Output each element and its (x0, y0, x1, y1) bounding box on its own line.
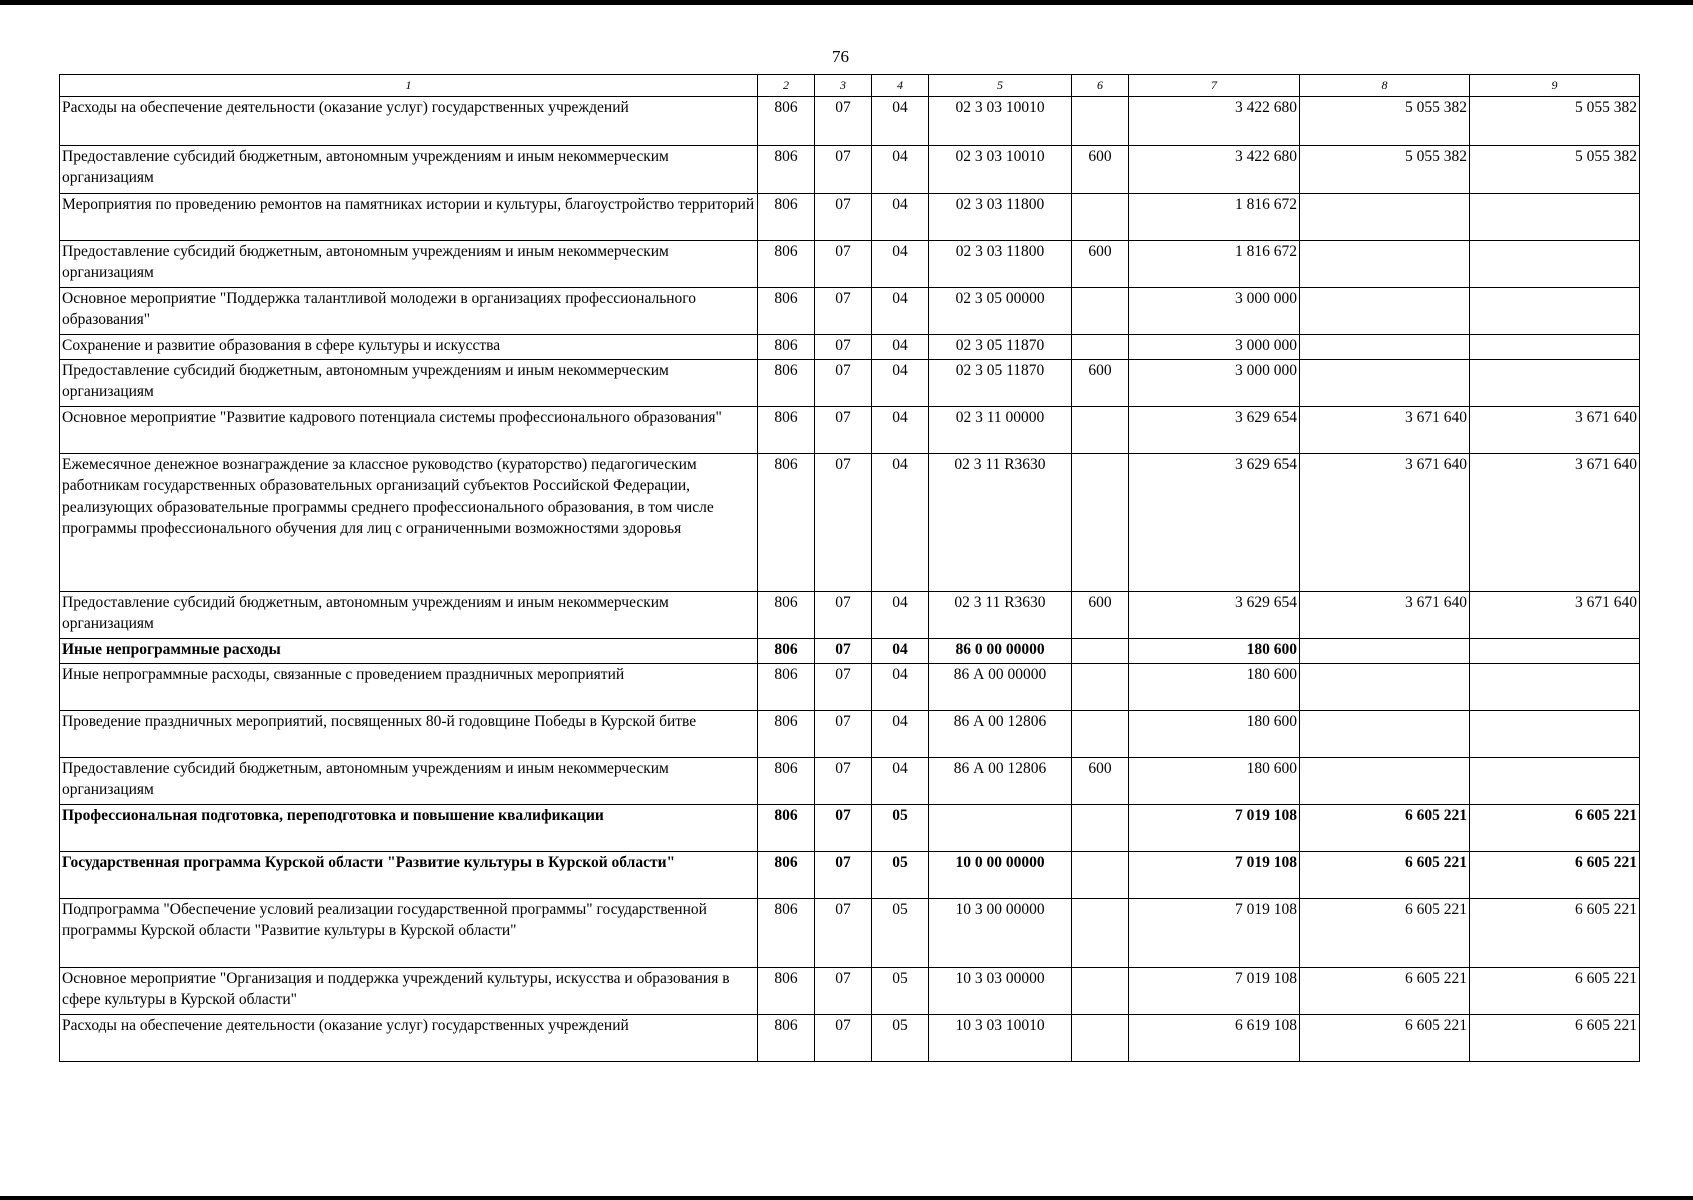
row-col3: 07 (815, 711, 872, 758)
page-number: 76 (832, 47, 849, 66)
row-col9: 3 671 640 (1470, 592, 1640, 639)
row-col6: 600 (1072, 146, 1129, 194)
row-col7: 180 600 (1129, 664, 1300, 711)
row-col3: 07 (815, 1015, 872, 1062)
row-name: Предоставление субсидий бюджетным, автономным учреждениям и иным некоммерческим организациям (60, 592, 758, 639)
row-col4: 04 (872, 335, 929, 360)
row-col6 (1072, 899, 1129, 968)
column-header: 9 (1470, 75, 1640, 97)
row-col7: 180 600 (1129, 711, 1300, 758)
row-col3: 07 (815, 241, 872, 288)
row-col7: 3 422 680 (1129, 146, 1300, 194)
row-col7: 180 600 (1129, 639, 1300, 664)
row-name: Расходы на обеспечение деятельности (оказание услуг) государственных учреждений (60, 1015, 758, 1062)
row-col8: 6 605 221 (1300, 899, 1470, 968)
row-col3: 07 (815, 805, 872, 852)
table-row (60, 194, 1640, 241)
row-name: Расходы на обеспечение деятельности (оказание услуг) государственных учреждений (60, 97, 758, 146)
row-col8: 3 671 640 (1300, 592, 1470, 639)
row-col3: 07 (815, 592, 872, 639)
row-col4: 04 (872, 664, 929, 711)
column-header: 7 (1129, 75, 1300, 97)
row-col4: 04 (872, 454, 929, 592)
row-name: Государственная программа Курской области "Развитие культуры в Курской области" (60, 852, 758, 899)
row-col5: 02 3 03 11800 (929, 241, 1072, 288)
row-col4: 05 (872, 968, 929, 1015)
table-row (60, 288, 1640, 335)
row-col5: 86 А 00 12806 (929, 711, 1072, 758)
row-col6 (1072, 664, 1129, 711)
table-row (60, 407, 1640, 454)
table-row (60, 711, 1640, 758)
row-col5: 02 3 05 11870 (929, 335, 1072, 360)
row-col7: 3 629 654 (1129, 454, 1300, 592)
row-col3: 07 (815, 335, 872, 360)
table-row (60, 454, 1640, 592)
row-col2: 806 (758, 899, 815, 968)
row-col3: 07 (815, 97, 872, 146)
row-col5: 10 3 03 10010 (929, 1015, 1072, 1062)
row-col6 (1072, 1015, 1129, 1062)
row-col5: 86 0 00 00000 (929, 639, 1072, 664)
row-col6 (1072, 639, 1129, 664)
row-col3: 07 (815, 454, 872, 592)
row-col9 (1470, 639, 1640, 664)
table-row (60, 899, 1640, 968)
row-col5: 10 3 00 00000 (929, 899, 1072, 968)
row-col2: 806 (758, 335, 815, 360)
row-col4: 04 (872, 639, 929, 664)
row-col3: 07 (815, 146, 872, 194)
row-col5: 10 0 00 00000 (929, 852, 1072, 899)
column-header: 1 (60, 75, 758, 97)
row-col9: 3 671 640 (1470, 407, 1640, 454)
row-col9: 6 605 221 (1470, 1015, 1640, 1062)
row-col9 (1470, 758, 1640, 805)
row-col9 (1470, 360, 1640, 407)
row-col3: 07 (815, 639, 872, 664)
row-col6 (1072, 97, 1129, 146)
row-col8 (1300, 664, 1470, 711)
row-col6 (1072, 711, 1129, 758)
row-name: Предоставление субсидий бюджетным, автономным учреждениям и иным некоммерческим организациям (60, 241, 758, 288)
row-col4: 05 (872, 852, 929, 899)
row-col7: 7 019 108 (1129, 899, 1300, 968)
row-col7: 3 422 680 (1129, 97, 1300, 146)
row-col9 (1470, 288, 1640, 335)
table-row (60, 335, 1640, 360)
row-col6 (1072, 852, 1129, 899)
row-col8 (1300, 360, 1470, 407)
row-name: Сохранение и развитие образования в сфере культуры и искусства (60, 335, 758, 360)
column-header: 4 (872, 75, 929, 97)
table-row (60, 1015, 1640, 1062)
row-col9 (1470, 335, 1640, 360)
row-col8 (1300, 241, 1470, 288)
row-col8: 3 671 640 (1300, 407, 1470, 454)
row-col8: 6 605 221 (1300, 968, 1470, 1015)
table-row (60, 852, 1640, 899)
row-col2: 806 (758, 194, 815, 241)
row-col2: 806 (758, 241, 815, 288)
row-col4: 04 (872, 194, 929, 241)
row-col7: 7 019 108 (1129, 805, 1300, 852)
row-col6 (1072, 454, 1129, 592)
row-col4: 04 (872, 146, 929, 194)
row-col3: 07 (815, 194, 872, 241)
row-col9: 6 605 221 (1470, 852, 1640, 899)
row-col7: 3 000 000 (1129, 288, 1300, 335)
row-col6 (1072, 407, 1129, 454)
top-border-line (0, 0, 1693, 5)
row-col8: 6 605 221 (1300, 805, 1470, 852)
table-row (60, 360, 1640, 407)
row-col2: 806 (758, 852, 815, 899)
row-col4: 04 (872, 592, 929, 639)
row-col9: 5 055 382 (1470, 146, 1640, 194)
row-col2: 806 (758, 805, 815, 852)
row-col7: 3 629 654 (1129, 592, 1300, 639)
row-col5: 02 3 11 00000 (929, 407, 1072, 454)
row-name: Профессиональная подготовка, переподготовка и повышение квалификации (60, 805, 758, 852)
row-col2: 806 (758, 968, 815, 1015)
row-col5 (929, 805, 1072, 852)
row-col7: 1 816 672 (1129, 241, 1300, 288)
table-row (60, 639, 1640, 664)
row-col5: 02 3 03 10010 (929, 97, 1072, 146)
row-col3: 07 (815, 360, 872, 407)
row-col4: 04 (872, 758, 929, 805)
row-col9 (1470, 711, 1640, 758)
row-col9 (1470, 194, 1640, 241)
row-col8 (1300, 639, 1470, 664)
row-col5: 02 3 11 R3630 (929, 454, 1072, 592)
row-col8: 6 605 221 (1300, 1015, 1470, 1062)
table-row (60, 758, 1640, 805)
row-col7: 180 600 (1129, 758, 1300, 805)
row-col4: 04 (872, 241, 929, 288)
row-col7: 7 019 108 (1129, 852, 1300, 899)
row-col6 (1072, 194, 1129, 241)
column-header: 5 (929, 75, 1072, 97)
row-col2: 806 (758, 758, 815, 805)
row-col6: 600 (1072, 360, 1129, 407)
row-col4: 04 (872, 711, 929, 758)
bottom-border-line (0, 1196, 1693, 1200)
table-row (60, 664, 1640, 711)
row-col8: 3 671 640 (1300, 454, 1470, 592)
row-col8 (1300, 711, 1470, 758)
row-col6: 600 (1072, 592, 1129, 639)
column-header: 3 (815, 75, 872, 97)
row-col6 (1072, 805, 1129, 852)
row-col4: 05 (872, 805, 929, 852)
row-col7: 3 000 000 (1129, 335, 1300, 360)
row-name: Мероприятия по проведению ремонтов на памятниках истории и культуры, благоустройство территорий (60, 194, 758, 241)
row-col5: 02 3 03 11800 (929, 194, 1072, 241)
row-col5: 86 А 00 12806 (929, 758, 1072, 805)
row-col4: 04 (872, 288, 929, 335)
row-col2: 806 (758, 97, 815, 146)
row-col9: 6 605 221 (1470, 968, 1640, 1015)
row-name: Иные непрограммные расходы, связанные с проведением праздничных мероприятий (60, 664, 758, 711)
row-col4: 04 (872, 407, 929, 454)
row-col2: 806 (758, 288, 815, 335)
row-col6: 600 (1072, 758, 1129, 805)
row-name: Проведение праздничных мероприятий, посвященных 80-й годовщине Победы в Курской битве (60, 711, 758, 758)
row-col3: 07 (815, 852, 872, 899)
row-col3: 07 (815, 288, 872, 335)
row-col8 (1300, 288, 1470, 335)
row-col4: 04 (872, 97, 929, 146)
row-name: Предоставление субсидий бюджетным, автономным учреждениям и иным некоммерческим организациям (60, 146, 758, 194)
row-col9: 3 671 640 (1470, 454, 1640, 592)
row-col8: 6 605 221 (1300, 852, 1470, 899)
row-col2: 806 (758, 639, 815, 664)
row-col9 (1470, 664, 1640, 711)
row-col3: 07 (815, 407, 872, 454)
row-name: Ежемесячное денежное вознаграждение за классное руководство (кураторство) педагогическим работникам государственных образовательных организаций субъектов Российской Федерации, реализующих образовательные программы среднего профессионального образования, в том числе программы профессионального обучения для лиц с ограниченными возможностями здоровья (60, 454, 758, 592)
row-name: Основное мероприятие "Развитие кадрового потенциала системы профессионального образования" (60, 407, 758, 454)
row-col2: 806 (758, 360, 815, 407)
row-col9: 6 605 221 (1470, 899, 1640, 968)
row-col6: 600 (1072, 241, 1129, 288)
row-name: Предоставление субсидий бюджетным, автономным учреждениям и иным некоммерческим организациям (60, 758, 758, 805)
row-col4: 04 (872, 360, 929, 407)
table-row (60, 97, 1640, 146)
table-row (60, 805, 1640, 852)
row-col2: 806 (758, 146, 815, 194)
table-row (60, 146, 1640, 194)
row-name: Предоставление субсидий бюджетным, автономным учреждениям и иным некоммерческим организациям (60, 360, 758, 407)
table-row (60, 592, 1640, 639)
row-col4: 05 (872, 1015, 929, 1062)
row-col2: 806 (758, 711, 815, 758)
row-col5: 02 3 05 11870 (929, 360, 1072, 407)
row-col2: 806 (758, 407, 815, 454)
row-col5: 02 3 05 00000 (929, 288, 1072, 335)
column-header: 2 (758, 75, 815, 97)
table-row (60, 968, 1640, 1015)
row-col8: 5 055 382 (1300, 146, 1470, 194)
row-col5: 02 3 03 10010 (929, 146, 1072, 194)
row-col7: 3 629 654 (1129, 407, 1300, 454)
row-col2: 806 (758, 592, 815, 639)
row-col8 (1300, 758, 1470, 805)
budget-table (59, 74, 1640, 1062)
row-col9 (1470, 241, 1640, 288)
row-col3: 07 (815, 664, 872, 711)
row-col4: 05 (872, 899, 929, 968)
row-col3: 07 (815, 758, 872, 805)
column-number-row (60, 75, 1640, 97)
row-name: Подпрограмма "Обеспечение условий реализации государственной программы" государственной программы Курской области "Развитие культуры в Курской области" (60, 899, 758, 968)
row-col3: 07 (815, 968, 872, 1015)
row-col5: 02 3 11 R3630 (929, 592, 1072, 639)
row-col2: 806 (758, 664, 815, 711)
column-header: 6 (1072, 75, 1129, 97)
row-col6 (1072, 335, 1129, 360)
row-col8: 5 055 382 (1300, 97, 1470, 146)
row-name: Основное мероприятие "Организация и поддержка учреждений культуры, искусства и образования в сфере культуры в Курской области" (60, 968, 758, 1015)
row-col5: 10 3 03 00000 (929, 968, 1072, 1015)
row-col9: 6 605 221 (1470, 805, 1640, 852)
row-col6 (1072, 288, 1129, 335)
row-col2: 806 (758, 454, 815, 592)
row-col7: 3 000 000 (1129, 360, 1300, 407)
row-name: Иные непрограммные расходы (60, 639, 758, 664)
table-row (60, 241, 1640, 288)
row-col2: 806 (758, 1015, 815, 1062)
row-col5: 86 А 00 00000 (929, 664, 1072, 711)
row-col7: 1 816 672 (1129, 194, 1300, 241)
column-header: 8 (1300, 75, 1470, 97)
row-col8 (1300, 335, 1470, 360)
row-col6 (1072, 968, 1129, 1015)
row-name: Основное мероприятие "Поддержка талантливой молодежи в организациях профессионального образования" (60, 288, 758, 335)
row-col8 (1300, 194, 1470, 241)
row-col9: 5 055 382 (1470, 97, 1640, 146)
row-col7: 6 619 108 (1129, 1015, 1300, 1062)
row-col3: 07 (815, 899, 872, 968)
row-col7: 7 019 108 (1129, 968, 1300, 1015)
